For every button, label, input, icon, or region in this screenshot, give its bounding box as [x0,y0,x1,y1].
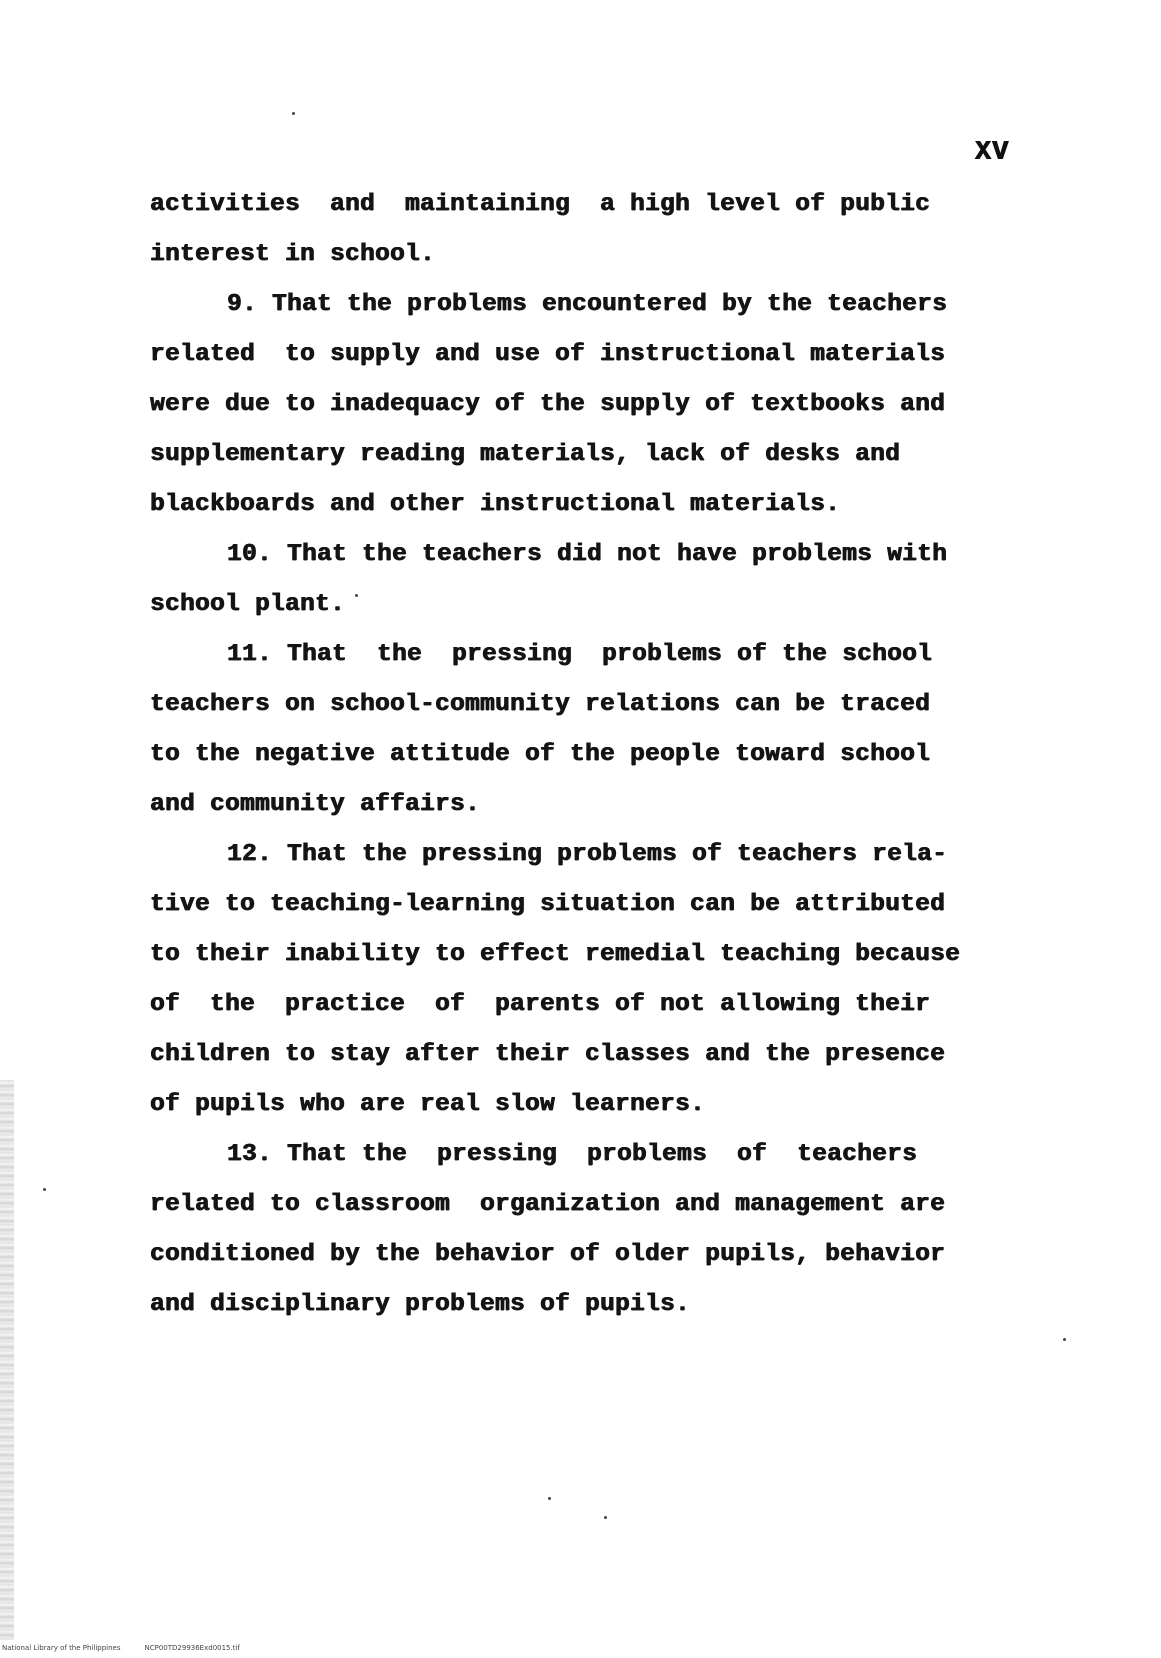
text-line: activities and maintaining a high level of public [150,191,931,218]
text-line: were due to inadequacy of the supply of textbooks and [150,391,946,418]
text-line: supplementary reading materials, lack of desks and [150,441,901,468]
text-line: to the negative attitude of the people toward school [150,741,931,768]
scan-edge-artifact [0,1080,14,1640]
scan-footer [2,1644,264,1652]
scan-speck [43,1188,46,1191]
document-body [150,180,1010,1330]
file-id: NCP00TD29936Exd0015.tif [144,1644,240,1652]
paragraph-first-line: 13. That the pressing problems of teachers [227,1141,918,1168]
text-line: of the practice of parents of not allowing their [150,991,931,1018]
text-line: tive to teaching-learning situation can be attributed [150,891,946,918]
paragraph-first-line: 10. That the teachers did not have problems with [227,541,948,568]
text-line: related to supply and use of instructional materials [150,341,946,368]
text-line: blackboards and other instructional materials. [150,491,841,518]
text-line: to their inability to effect remedial teaching because [150,941,961,968]
text-line: and community affairs. [150,791,481,818]
paragraph-first-line: 9. That the problems encountered by the teachers [227,291,948,318]
scan-speck [1063,1338,1066,1341]
text-line: teachers on school-community relations can be traced [150,691,931,718]
paragraph-first-line: 12. That the pressing problems of teachers rela- [227,841,948,868]
text-line: conditioned by the behavior of older pupils, behavior [150,1241,946,1268]
text-line: school plant. [150,591,346,618]
text-line: children to stay after their classes and the presence [150,1041,946,1068]
paragraph-first-line: 11. That the pressing problems of the school [227,641,933,668]
text-line: of pupils who are real slow learners. [150,1091,706,1118]
text-line: related to classroom organization and management are [150,1191,946,1218]
page-number: XV [975,138,1010,168]
text-line: interest in school. [150,241,436,268]
scan-speck [548,1497,551,1500]
scan-speck [292,112,295,115]
scan-speck [604,1516,607,1519]
library-credit: National Library of the Philippines [2,1644,121,1652]
text-line: and disciplinary problems of pupils. [150,1291,691,1318]
